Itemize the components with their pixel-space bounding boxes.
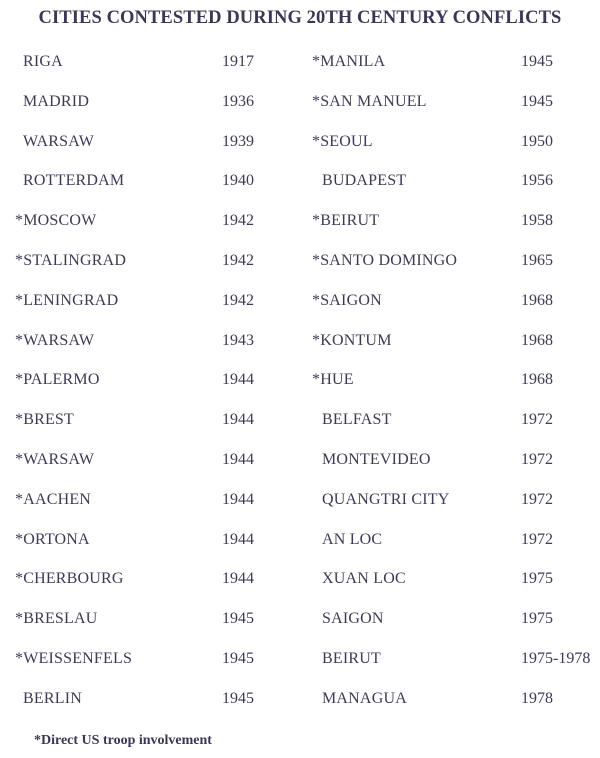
conflict-year: 1945 (222, 610, 254, 628)
city-name: *STALINGRAD (15, 251, 127, 269)
city-name: *LENINGRAD (15, 291, 119, 309)
right-city-column (300, 43, 600, 720)
city-row (300, 640, 600, 680)
city-row (0, 401, 300, 441)
conflict-year: 1945 (521, 92, 553, 110)
city-row (0, 83, 300, 123)
conflict-year: 1972 (521, 450, 553, 468)
city-name: QUANGTRI CITY (322, 490, 450, 508)
city-name: *MOSCOW (15, 212, 97, 230)
city-row (0, 322, 300, 362)
city-name: *WARSAW (15, 450, 95, 468)
city-name: *SAN MANUEL (312, 92, 427, 110)
city-row (300, 43, 600, 83)
conflict-year: 1944 (222, 530, 254, 548)
city-row (0, 242, 300, 282)
conflict-year: 1978 (521, 689, 553, 707)
conflict-year: 1958 (521, 212, 553, 230)
city-row (0, 361, 300, 401)
conflict-year: 1944 (222, 411, 254, 429)
city-name: AN LOC (322, 530, 383, 548)
city-name: XUAN LOC (322, 570, 406, 588)
city-row (0, 123, 300, 163)
city-name: *CHERBOURG (15, 570, 124, 588)
conflict-year: 1944 (222, 371, 254, 389)
city-row (0, 162, 300, 202)
conflict-year: 1956 (521, 172, 553, 190)
conflict-year: 1968 (521, 371, 553, 389)
conflict-year: 1975 (521, 610, 553, 628)
conflict-year: 1968 (521, 331, 553, 349)
city-name: *SANTO DOMINGO (312, 251, 458, 269)
city-row (300, 242, 600, 282)
city-name: BERLIN (23, 689, 82, 707)
conflict-year: 1944 (222, 490, 254, 508)
city-row (0, 600, 300, 640)
city-row (300, 401, 600, 441)
conflict-year: 1975 (521, 570, 553, 588)
conflict-year: 1943 (222, 331, 254, 349)
conflict-year: 1917 (222, 53, 254, 70)
city-name: *KONTUM (312, 331, 392, 349)
city-name: ROTTERDAM (23, 172, 125, 190)
conflict-year: 1939 (222, 132, 254, 150)
conflict-year: 1942 (222, 291, 254, 309)
city-name: *AACHEN (15, 490, 92, 508)
city-name: *ORTONA (15, 530, 90, 548)
city-name: SAIGON (322, 610, 384, 628)
city-name: BELFAST (322, 411, 392, 429)
city-row (0, 202, 300, 242)
conflict-year: 1944 (222, 450, 254, 468)
city-name: RIGA (23, 53, 63, 70)
city-row (300, 123, 600, 163)
city-row (0, 43, 300, 83)
footnote: *Direct US troop involvement (34, 733, 212, 748)
city-name: *BRESLAU (15, 610, 98, 628)
city-row (300, 560, 600, 600)
city-row (300, 441, 600, 481)
city-row (300, 322, 600, 362)
conflict-year: 1942 (222, 212, 254, 230)
city-row (300, 361, 600, 401)
city-name: BUDAPEST (322, 172, 407, 190)
city-row (0, 680, 300, 720)
city-row (300, 83, 600, 123)
city-name: *PALERMO (15, 371, 100, 389)
city-name: *WARSAW (15, 331, 95, 349)
city-row (300, 680, 600, 720)
city-row (300, 600, 600, 640)
conflict-year: 1972 (521, 411, 553, 429)
city-name: *WEISSENFELS (15, 649, 133, 667)
city-row (300, 521, 600, 561)
city-name: *MANILA (312, 53, 386, 70)
city-name: MONTEVIDEO (322, 450, 431, 468)
city-row (0, 441, 300, 481)
conflict-year: 1942 (222, 251, 254, 269)
city-name: BEIRUT (322, 649, 381, 667)
conflict-year: 1945 (222, 689, 254, 707)
conflict-year: 1965 (521, 251, 553, 269)
conflict-year: 1940 (222, 172, 254, 190)
city-name: *BEIRUT (312, 212, 380, 230)
city-row (0, 481, 300, 521)
city-name: *BREST (15, 411, 74, 429)
left-city-column (0, 43, 300, 720)
city-name: WARSAW (23, 132, 95, 150)
city-name: *HUE (312, 371, 354, 389)
city-row (0, 521, 300, 561)
city-name: MADRID (23, 92, 90, 110)
city-row (300, 481, 600, 521)
city-name: *SAIGON (312, 291, 382, 309)
conflict-year: 1945 (521, 53, 553, 70)
conflict-year: 1975-1978 (521, 649, 591, 667)
conflict-year: 1950 (521, 132, 553, 150)
city-row (0, 560, 300, 600)
conflict-year: 1968 (521, 291, 553, 309)
city-row (300, 282, 600, 322)
city-row (300, 202, 600, 242)
conflict-year: 1945 (222, 649, 254, 667)
city-name: MANAGUA (322, 689, 407, 707)
city-row (300, 162, 600, 202)
page-title: CITIES CONTESTED DURING 20TH CENTURY CONFLICTS (38, 8, 562, 28)
city-row (0, 282, 300, 322)
conflict-year: 1972 (521, 490, 553, 508)
conflict-year: 1936 (222, 92, 254, 110)
conflict-year: 1972 (521, 530, 553, 548)
city-row (0, 640, 300, 680)
city-name: *SEOUL (312, 132, 373, 150)
conflict-year: 1944 (222, 570, 254, 588)
